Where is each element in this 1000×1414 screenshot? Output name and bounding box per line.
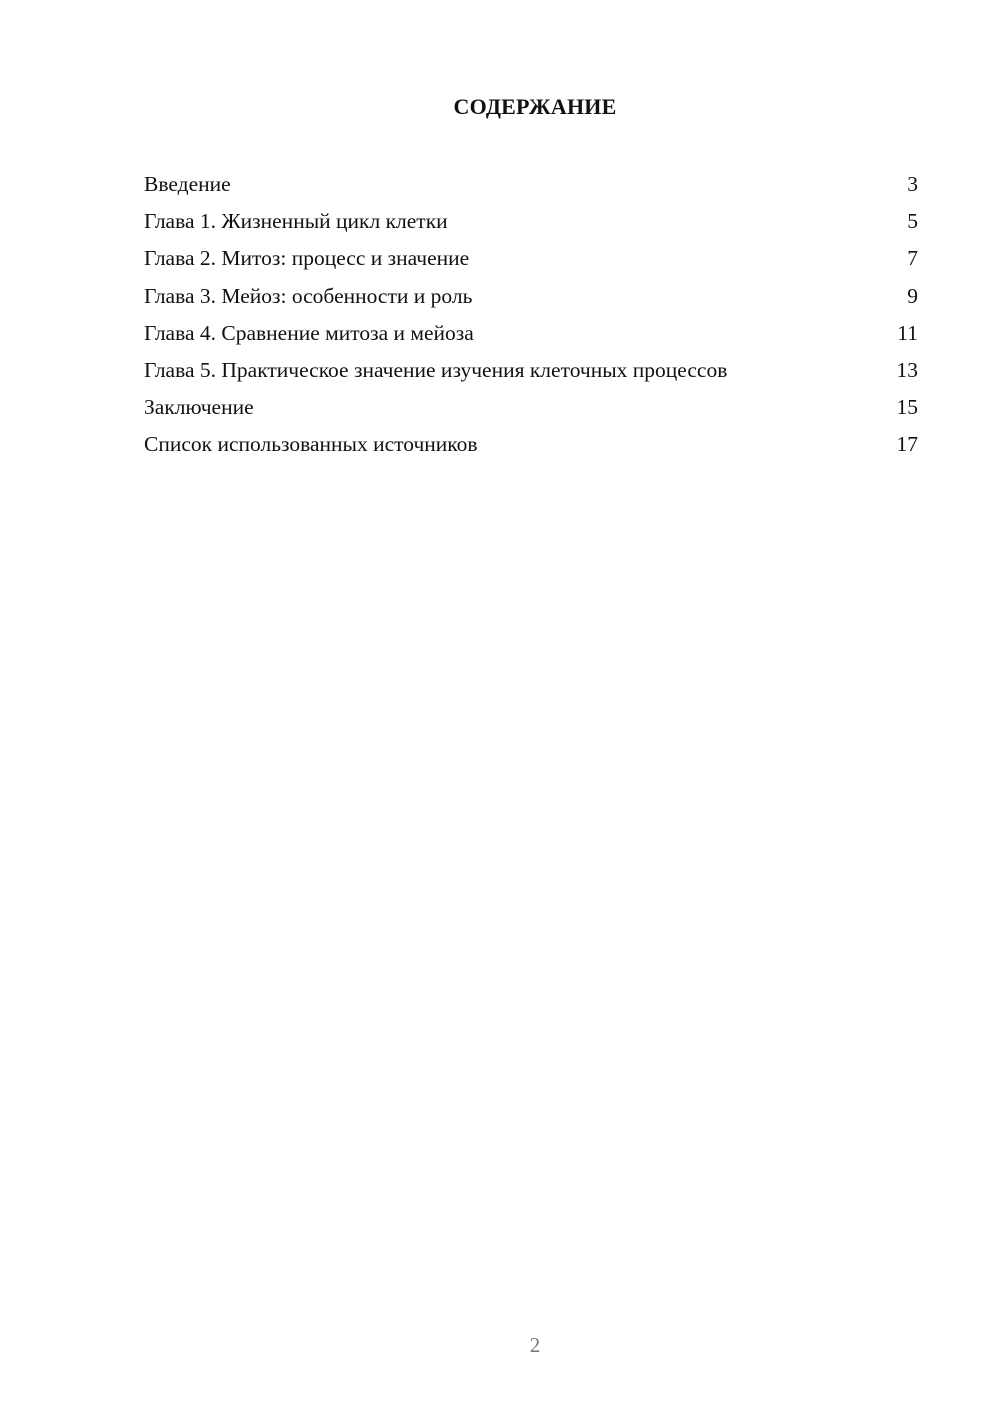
table-of-contents [144,169,918,467]
toc-entry-page: 15 [896,395,918,420]
toc-entry-page: 11 [897,320,918,345]
toc-entry-label: Список использованных источников [144,432,478,457]
toc-entry-label: Глава 3. Мейоз: особенности и роль [144,283,473,308]
toc-entry [144,169,918,206]
toc-entry-page: 17 [896,432,918,457]
toc-entry [144,392,918,429]
toc-entry-label: Заключение [144,395,254,420]
toc-entry [144,355,918,392]
toc-entry [144,318,918,355]
toc-entry-page: 7 [907,246,918,271]
toc-entry-label: Введение [144,172,231,196]
page-title: СОДЕРЖАНИЕ [453,94,617,119]
toc-entry-page: 3 [907,172,918,196]
toc-entry [144,206,918,243]
toc-entry-label: Глава 4. Сравнение митоза и мейоза [144,320,474,345]
toc-entry-page: 13 [896,357,918,382]
toc-entry [144,243,918,280]
toc-entry [144,429,918,466]
toc-entry-page: 9 [907,283,918,308]
page-number: 2 [529,1333,541,1357]
toc-entry-label: Глава 1. Жизненный цикл клетки [144,209,448,234]
toc-entry-page: 5 [907,209,918,234]
toc-entry-label: Глава 5. Практическое значение изучения клеточных процессов [144,357,728,382]
toc-entry-label: Глава 2. Митоз: процесс и значение [144,246,470,271]
toc-entry [144,281,918,318]
